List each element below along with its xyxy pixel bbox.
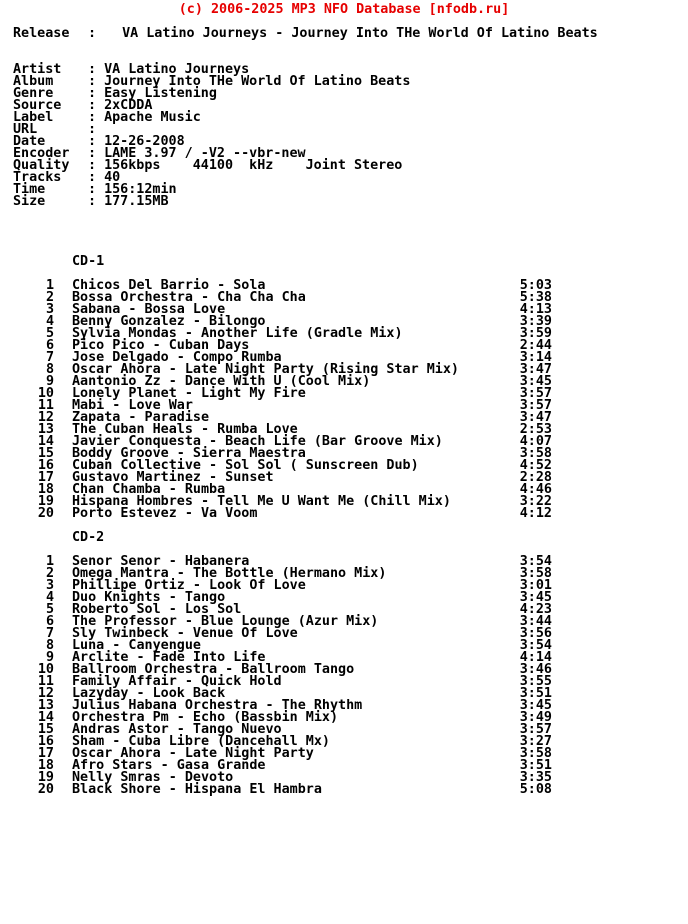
track-title: Jose Delgado - Compo Rumba — [72, 350, 282, 365]
track-title: Sly Twinbeck - Venue Of Love — [72, 626, 298, 641]
track-title: Nelly Smras - Devoto — [72, 770, 234, 785]
track-time: 3:45 — [519, 374, 552, 389]
meta-value: 40 — [104, 170, 121, 185]
track-time: 3:56 — [519, 626, 552, 641]
track-time: 4:13 — [519, 302, 552, 317]
track-time: 3:35 — [519, 770, 552, 785]
track-time: 3:58 — [519, 746, 552, 761]
track-time: 5:03 — [519, 278, 552, 293]
meta-value: 156kbps 44100 kHz Joint Stereo — [104, 158, 403, 173]
track-title: Luna - Canyengue — [72, 638, 201, 653]
track-number: 10 — [37, 662, 54, 677]
meta-value: Journey Into THe World Of Latino Beats — [104, 74, 411, 89]
track-time: 4:12 — [519, 506, 552, 521]
track-title: Family Affair - Quick Hold — [72, 674, 282, 689]
track-title: Arclite - Fade Into Life — [72, 650, 266, 665]
track-number: 13 — [37, 422, 54, 437]
track-title: Afro Stars - Gasa Grande — [72, 758, 266, 773]
track-number: 4 — [45, 314, 54, 329]
track-title: Cuban Collective - Sol Sol ( Sunscreen Dub) — [72, 458, 419, 473]
track-time: 5:08 — [519, 782, 552, 797]
track-time: 3:59 — [519, 326, 552, 341]
track-title: The Professor - Blue Lounge (Azur Mix) — [72, 614, 379, 629]
meta-label: URL — [13, 122, 38, 137]
track-title: Sabana - Bossa Love — [72, 302, 226, 317]
meta-value — [96, 124, 104, 136]
track-time: 3:54 — [519, 554, 552, 569]
track-time: 3:57 — [519, 398, 552, 413]
track-number: 4 — [45, 590, 54, 605]
meta-row — [0, 112, 688, 124]
track-title: Javier Conquesta - Beach Life (Bar Groove Mix) — [72, 434, 443, 449]
track-number: 11 — [37, 674, 54, 689]
copyright-notice: (c) 2006-2025 MP3 NFO Database [nfodb.ru] — [178, 2, 510, 17]
track-time: 3:54 — [519, 638, 552, 653]
meta-label: Size — [13, 194, 46, 209]
track-title: Ballroom Orchestra - Ballroom Tango — [72, 662, 355, 677]
track-number: 8 — [45, 638, 54, 653]
track-number: 17 — [37, 470, 54, 485]
meta-label: Genre — [13, 86, 54, 101]
track-number: 5 — [45, 326, 54, 341]
track-title: Sylvia Mondas - Another Life (Gradle Mix) — [72, 326, 403, 341]
meta-colon: : — [88, 134, 97, 149]
track-number: 9 — [45, 650, 54, 665]
track-number: 14 — [37, 434, 54, 449]
track-time: 4:07 — [519, 434, 552, 449]
meta-colon: : — [88, 74, 97, 89]
track-time: 3:51 — [519, 686, 552, 701]
meta-value: Apache Music — [104, 110, 201, 125]
meta-colon: : — [88, 110, 97, 125]
meta-label: Quality — [13, 158, 70, 173]
track-number: 19 — [37, 494, 54, 509]
disc-2-tracklist — [0, 556, 688, 796]
meta-value: Easy Listening — [104, 86, 217, 101]
track-title: Andras Astor - Tango Nuevo — [72, 722, 282, 737]
track-number: 3 — [45, 302, 54, 317]
disc-1-tracklist — [0, 280, 688, 520]
track-time: 3:46 — [519, 662, 552, 677]
track-time: 3:27 — [519, 734, 552, 749]
track-title: Zapata - Paradise — [72, 410, 210, 425]
meta-label: Source — [13, 98, 62, 113]
track-title: Porto Estevez - Va Voom — [72, 506, 258, 521]
track-number: 11 — [37, 398, 54, 413]
track-time: 4:46 — [519, 482, 552, 497]
track-title: Boddy Groove - Sierra Maestra — [72, 446, 306, 461]
track-title: Oscar Ahora - Late Night Party (Rising Star Mix) — [72, 362, 459, 377]
track-title: Hispana Hombres - Tell Me U Want Me (Chill Mix) — [72, 494, 451, 509]
track-title: Duo Knights - Tango — [72, 590, 226, 605]
track-time: 2:53 — [519, 422, 552, 437]
meta-value: VA Latino Journeys — [104, 62, 250, 77]
track-number: 16 — [37, 458, 54, 473]
track-title: Benny Gonzalez - Bilongo — [72, 314, 266, 329]
track-number: 10 — [37, 386, 54, 401]
track-title: Black Shore - Hispana El Hambra — [72, 782, 322, 797]
track-number: 5 — [45, 602, 54, 617]
track-number: 9 — [45, 374, 54, 389]
track-title: Pico Pico - Cuban Days — [72, 338, 250, 353]
track-time: 3:39 — [519, 314, 552, 329]
meta-row — [0, 196, 688, 208]
meta-value: 156:12min — [104, 182, 177, 197]
track-title: Aantonio Zz - Dance With U (Cool Mix) — [72, 374, 371, 389]
meta-label: Date — [13, 134, 46, 149]
track-number: 20 — [37, 782, 54, 797]
track-number: 6 — [45, 338, 54, 353]
meta-label: Encoder — [13, 146, 70, 161]
disc-1-title: CD-1 — [72, 254, 105, 269]
track-number: 15 — [37, 722, 54, 737]
meta-value: 177.15MB — [104, 194, 169, 209]
track-title: Oscar Ahora - Late Night Party — [72, 746, 314, 761]
track-title: Bossa Orchestra - Cha Cha Cha — [72, 290, 306, 305]
track-time: 3:22 — [519, 494, 552, 509]
meta-value: 12-26-2008 — [104, 134, 185, 149]
track-time: 3:55 — [519, 674, 552, 689]
track-number: 20 — [37, 506, 54, 521]
track-number: 7 — [45, 350, 54, 365]
track-title: Julius Habana Orchestra - The Rhythm — [72, 698, 363, 713]
track-time: 4:23 — [519, 602, 552, 617]
track-time: 3:01 — [519, 578, 552, 593]
meta-colon: : — [88, 182, 97, 197]
track-time: 3:49 — [519, 710, 552, 725]
meta-label: Artist — [13, 62, 62, 77]
track-number: 18 — [37, 482, 54, 497]
track-title: Chicos Del Barrio - Sola — [72, 278, 266, 293]
track-number: 16 — [37, 734, 54, 749]
track-title: Sham - Cuba Libre (Dancehall Mx) — [72, 734, 330, 749]
meta-colon: : — [88, 194, 97, 209]
track-time: 3:45 — [519, 698, 552, 713]
track-time: 3:44 — [519, 614, 552, 629]
track-number: 18 — [37, 758, 54, 773]
metadata-block — [0, 64, 688, 208]
meta-label: Album — [13, 74, 54, 89]
meta-colon: : — [88, 146, 97, 161]
track-number: 6 — [45, 614, 54, 629]
meta-colon: : — [88, 122, 97, 137]
track-time: 3:51 — [519, 758, 552, 773]
track-number: 2 — [45, 566, 54, 581]
track-number: 3 — [45, 578, 54, 593]
track-time: 2:28 — [519, 470, 552, 485]
track-title: Omega Mantra - The Bottle (Hermano Mix) — [72, 566, 387, 581]
meta-label: Tracks — [13, 170, 62, 185]
release-value: VA Latino Journeys - Journey Into THe World Of Latino Beats — [122, 26, 598, 41]
track-number: 1 — [45, 554, 54, 569]
meta-value: 2xCDDA — [104, 98, 153, 113]
track-title: Phillipe Ortiz - Look Of Love — [72, 578, 306, 593]
track-time: 5:38 — [519, 290, 552, 305]
track-time: 3:58 — [519, 566, 552, 581]
track-number: 12 — [37, 686, 54, 701]
track-number: 12 — [37, 410, 54, 425]
meta-colon: : — [88, 86, 97, 101]
disc-2-title: CD-2 — [72, 530, 105, 545]
track-time: 4:14 — [519, 650, 552, 665]
track-time: 3:58 — [519, 446, 552, 461]
release-row — [0, 28, 688, 40]
track-number: 1 — [45, 278, 54, 293]
track-number: 2 — [45, 290, 54, 305]
meta-colon: : — [88, 158, 97, 173]
track-number: 8 — [45, 362, 54, 377]
track-time: 3:45 — [519, 590, 552, 605]
track-title: Lonely Planet - Light My Fire — [72, 386, 306, 401]
track-title: Mabi - Love War — [72, 398, 193, 413]
track-number: 14 — [37, 710, 54, 725]
track-number: 7 — [45, 626, 54, 641]
release-colon: : — [88, 26, 97, 41]
track-number: 13 — [37, 698, 54, 713]
track-title: Senor Senor - Habanera — [72, 554, 250, 569]
track-title: Gustavo Martinez - Sunset — [72, 470, 274, 485]
track-time: 4:52 — [519, 458, 552, 473]
track-number: 19 — [37, 770, 54, 785]
meta-label: Label — [13, 110, 54, 125]
track-title: Chan Chamba - Rumba — [72, 482, 226, 497]
track-number: 15 — [37, 446, 54, 461]
meta-value: LAME 3.97 / -V2 --vbr-new — [104, 146, 306, 161]
track-title: Lazyday - Look Back — [72, 686, 226, 701]
meta-colon: : — [88, 98, 97, 113]
track-time: 3:14 — [519, 350, 552, 365]
track-time: 3:47 — [519, 362, 552, 377]
spacer — [0, 40, 688, 64]
track-title: Roberto Sol - Los Sol — [72, 602, 242, 617]
meta-label: Time — [13, 182, 46, 197]
track-time: 3:47 — [519, 410, 552, 425]
track-title: Orchestra Pm - Echo (Bassbin Mix) — [72, 710, 339, 725]
track-time: 2:44 — [519, 338, 552, 353]
meta-colon: : — [88, 170, 97, 185]
track-row — [0, 784, 688, 796]
track-number: 17 — [37, 746, 54, 761]
track-row — [0, 508, 688, 520]
release-label: Release — [13, 26, 70, 41]
track-title: The Cuban Heals - Rumba Love — [72, 422, 298, 437]
spacer — [0, 208, 688, 256]
track-time: 3:57 — [519, 722, 552, 737]
meta-colon: : — [88, 62, 97, 77]
track-time: 3:57 — [519, 386, 552, 401]
